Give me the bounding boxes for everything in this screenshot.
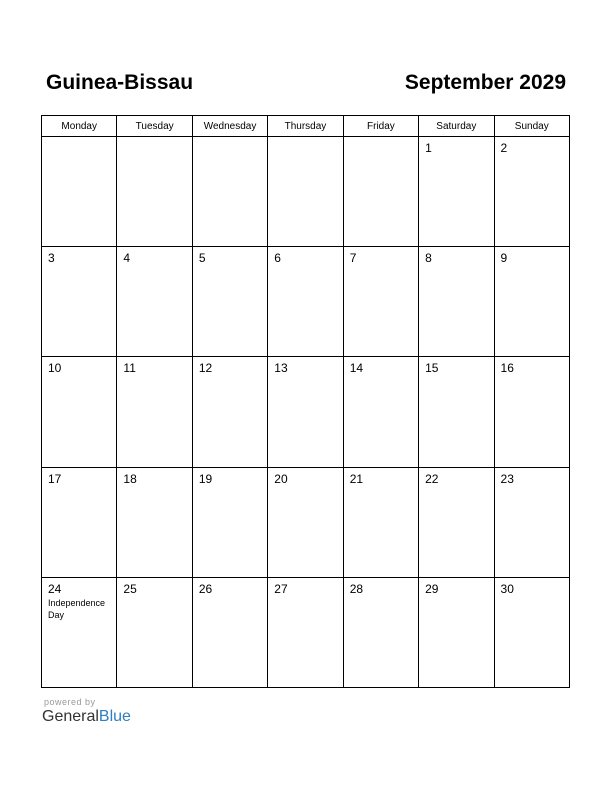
day-cell [343, 357, 418, 467]
week-row [42, 357, 570, 467]
day-cell [494, 577, 569, 687]
day-cell [192, 467, 267, 577]
generalblue-logo[interactable] [42, 708, 131, 726]
week-row [42, 467, 570, 577]
day-number: 24 [48, 581, 62, 596]
day-number: 12 [198, 361, 213, 376]
weekday-saturday: Saturday [419, 116, 494, 137]
day-cell [494, 247, 569, 357]
day-number: 4 [123, 251, 131, 266]
day-cell [419, 577, 494, 687]
brand-general: General [42, 708, 99, 725]
week-row [42, 577, 570, 687]
day-number: 21 [349, 471, 364, 486]
day-number [193, 137, 267, 141]
weekday-wednesday: Wednesday [192, 116, 267, 137]
day-cell [42, 577, 117, 687]
day-number: 28 [349, 581, 364, 596]
day-cell [42, 247, 117, 357]
day-cell [117, 247, 192, 357]
day-number: 22 [425, 471, 439, 486]
day-cell [117, 577, 192, 687]
day-cell [343, 137, 418, 247]
day-cell [42, 357, 117, 467]
weekday-monday: Monday [42, 116, 117, 137]
day-number: 25 [123, 581, 137, 596]
day-number: 5 [198, 251, 206, 266]
day-cell [343, 467, 418, 577]
holiday-label: Independence Day [48, 597, 106, 620]
day-number: 20 [274, 471, 288, 486]
day-number [344, 137, 418, 141]
day-number: 3 [48, 251, 55, 266]
day-cell [419, 357, 494, 467]
day-number [117, 137, 191, 141]
day-number: 30 [500, 581, 514, 596]
week-row [42, 137, 570, 247]
day-cell [494, 467, 569, 577]
day-cell [268, 137, 343, 247]
powered-by-text: powered by [44, 697, 96, 707]
day-number: 19 [198, 471, 213, 486]
day-number: 13 [274, 361, 288, 376]
day-cell [268, 247, 343, 357]
weekday-friday: Friday [343, 116, 418, 137]
day-cell [268, 357, 343, 467]
day-number [42, 137, 116, 141]
day-cell [419, 467, 494, 577]
day-cell [192, 247, 267, 357]
day-cell [343, 247, 418, 357]
day-number: 26 [198, 581, 213, 596]
day-cell [42, 137, 117, 247]
weekday-tuesday: Tuesday [117, 116, 192, 137]
day-number: 27 [274, 581, 288, 596]
day-number: 23 [500, 471, 514, 486]
day-cell [343, 577, 418, 687]
day-number: 11 [123, 361, 136, 376]
day-number: 7 [349, 251, 357, 266]
weekday-sunday: Sunday [494, 116, 569, 137]
day-cell [192, 577, 267, 687]
day-number: 14 [349, 361, 364, 376]
week-row [42, 247, 570, 357]
day-number: 10 [48, 361, 62, 376]
day-cell [268, 577, 343, 687]
day-number: 6 [274, 251, 281, 266]
day-cell [494, 137, 569, 247]
day-cell [192, 137, 267, 247]
day-cell [117, 137, 192, 247]
day-cell [494, 357, 569, 467]
day-number: 8 [425, 251, 432, 266]
day-number [268, 137, 342, 141]
day-number: 1 [425, 141, 432, 155]
day-cell [192, 357, 267, 467]
day-number: 16 [500, 361, 514, 376]
day-cell [117, 467, 192, 577]
day-number: 18 [123, 471, 137, 486]
day-cell [42, 467, 117, 577]
day-number: 15 [425, 361, 439, 376]
day-number: 29 [425, 581, 439, 596]
day-cell [419, 247, 494, 357]
weekday-header-row [42, 116, 570, 137]
weekday-thursday: Thursday [268, 116, 343, 137]
month-title: September 2029 [404, 71, 566, 94]
brand-blue: Blue [98, 708, 131, 725]
calendar-grid [41, 115, 570, 688]
day-number: 9 [500, 251, 508, 266]
country-title: Guinea-Bissau [46, 71, 194, 94]
day-number: 17 [48, 471, 62, 486]
day-cell [268, 467, 343, 577]
day-cell [419, 137, 494, 247]
day-cell [117, 357, 192, 467]
day-number: 2 [500, 141, 508, 155]
